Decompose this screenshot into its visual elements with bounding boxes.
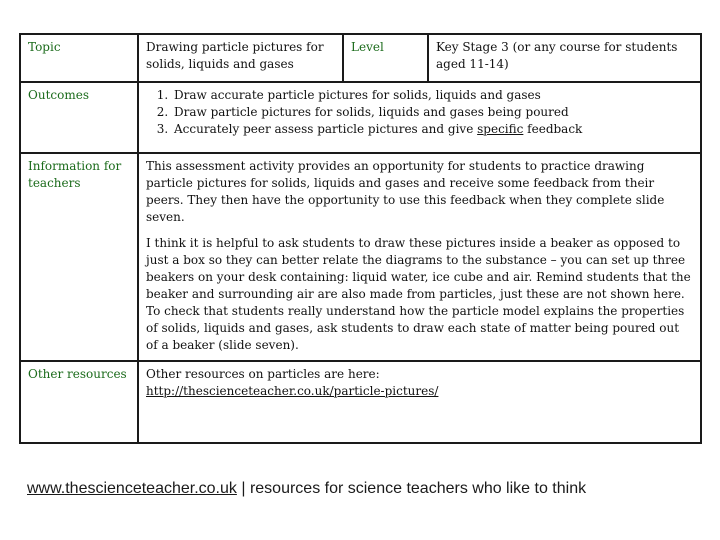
resources-text: Other resources on particles are here: — [146, 367, 380, 381]
outcome-item: 3. Accurately peer assess particle pictures and give specific feedback — [172, 121, 693, 138]
emphasis-specific: specific — [477, 122, 524, 136]
lesson-info-table — [19, 33, 702, 444]
footer — [27, 480, 586, 498]
outcomes-label: Outcomes — [20, 82, 138, 153]
level-label: Level — [343, 34, 428, 82]
topic-label: Topic — [20, 34, 138, 82]
footer-separator: | — [236, 480, 250, 497]
topic-value: Drawing particle pictures for solids, liquids and gases — [138, 34, 343, 82]
outcome-item: 1. Draw accurate particle pictures for solids, liquids and gases — [172, 87, 693, 104]
teacher-info-label: Information for teachers — [20, 153, 138, 361]
teacher-info-row — [20, 153, 701, 361]
resources-cell — [138, 361, 701, 443]
teacher-info-cell — [138, 153, 701, 361]
footer-website-link[interactable]: www.thescienceteacher.co.uk — [27, 480, 237, 497]
level-value: Key Stage 3 (or any course for students aged 11-14) — [428, 34, 701, 82]
outcomes-cell — [138, 82, 701, 153]
teacher-info-paragraph-1: This assessment activity provides an opportunity for students to practice drawing particle pictures for solids, liquids and gases and receive some feedback from their peers. They then have the opportunity to use this feedback when they complete slide seven. — [146, 159, 665, 224]
outcomes-row — [20, 82, 701, 153]
outcomes-list — [146, 87, 693, 138]
resources-row — [20, 361, 701, 443]
resources-label: Other resources — [20, 361, 138, 443]
outcome-item: 2. Draw particle pictures for solids, liquids and gases being poured — [172, 104, 693, 121]
teacher-info-paragraph-2: I think it is helpful to ask students to draw these pictures inside a beaker as opposed to just a box so they can better relate the diagrams to the substance – you can set up three beakers on your desk containing: liquid water, ice cube and air. Remind students that the beaker and surrounding air are also made from particles, just these are not shown here. To check that students really understand how the particle model explains the properties of solids, liquids and gases, ask students to draw each state of matter being poured out of a beaker (slide seven). — [146, 236, 691, 352]
footer-tagline: resources for science teachers who like to think — [249, 480, 587, 497]
topic-row — [20, 34, 701, 82]
particle-pictures-link[interactable]: http://thescienceteacher.co.uk/particle-pictures/ — [146, 384, 439, 398]
